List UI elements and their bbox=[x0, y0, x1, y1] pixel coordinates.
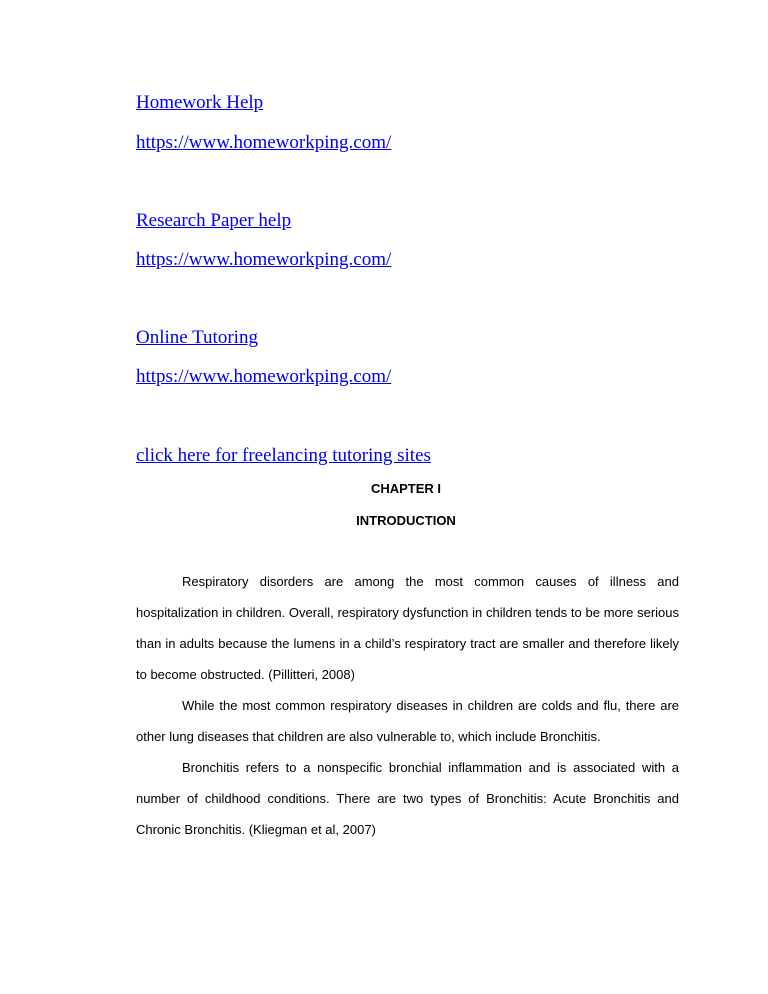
homework-help-link[interactable]: Homework Help bbox=[136, 92, 264, 113]
homeworkping-url-link-3[interactable]: https://www.homeworkping.com/ bbox=[136, 366, 392, 387]
section-title: INTRODUCTION bbox=[356, 513, 456, 528]
online-tutoring-link[interactable]: Online Tutoring bbox=[136, 327, 258, 348]
freelancing-tutoring-sites-link[interactable]: click here for freelancing tutoring sites bbox=[136, 445, 431, 466]
body-text bbox=[136, 566, 679, 845]
paragraph: While the most common respiratory diseases in children are colds and flu, there are other lung diseases that children are also vulnerable to, which include Bronchitis. bbox=[136, 698, 679, 744]
chapter-heading: CHAPTER I bbox=[370, 481, 442, 496]
paragraph: Respiratory disorders are among the most common causes of illness and hospitalization in children. Overall, respiratory dysfunction in children tends to be more serious than in adults because the lumens in a child’s respiratory tract are smaller and therefore likely to become obstructed. (Pillitteri, 2008) bbox=[136, 574, 679, 682]
homeworkping-url-link-1[interactable]: https://www.homeworkping.com/ bbox=[136, 132, 392, 153]
homeworkping-url-link-2[interactable]: https://www.homeworkping.com/ bbox=[136, 249, 392, 270]
research-paper-help-link[interactable]: Research Paper help bbox=[136, 210, 292, 231]
paragraph: Bronchitis refers to a nonspecific bronchial inflammation and is associated with a number of childhood conditions. There are two types of Bronchitis: Acute Bronchitis and Chronic Bronchitis. (Kliegman et al, 2007) bbox=[136, 760, 679, 837]
